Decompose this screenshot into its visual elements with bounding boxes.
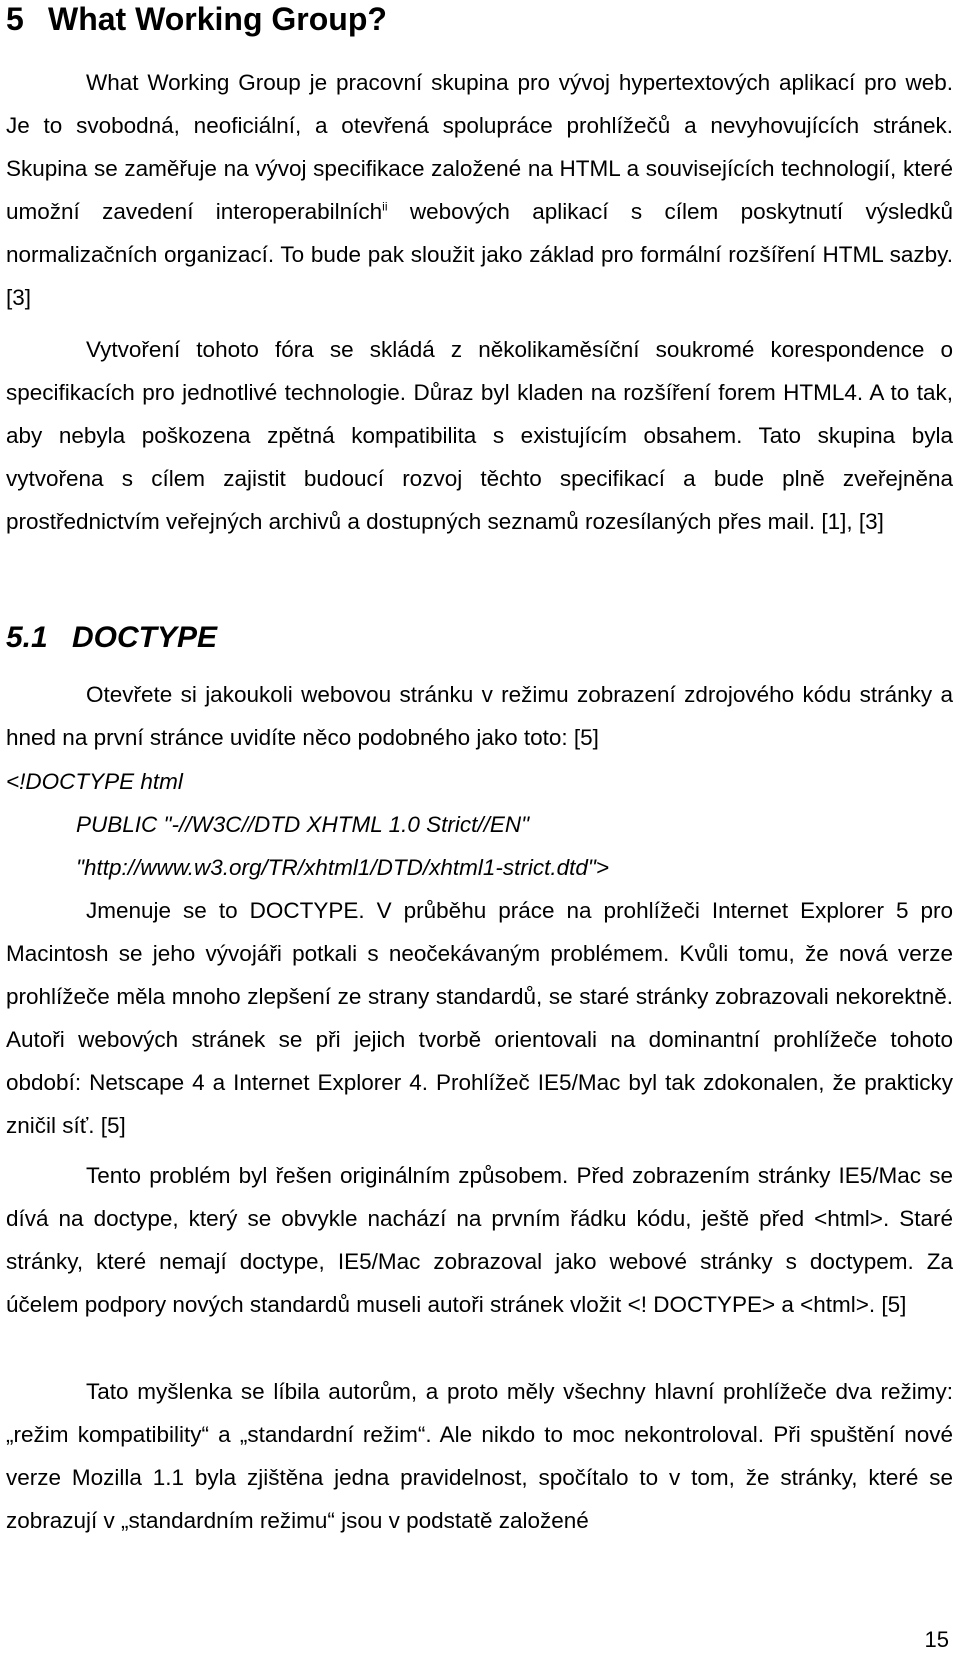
subsection-title: DOCTYPE [72, 621, 218, 654]
paragraph-doctype-history: Jmenuje se to DOCTYPE. V průběhu práce na prohlížeči Internet Explorer 5 pro Macintosh se jeho vývojáři potkali s neočekávaným problémem. Kvůli tomu, že nová verze prohlížeče měla mnoho zlepšení ze strany standardů, se staré stránky zobrazovali nekorektně. Autoři webových stránek se při jejich tvorbě orientovali na dominantní prohlížeče tohoto období: Netscape 4 a Internet Explorer 4. Prohlížeč IE5/Mac byl tak zdokonalen, že prakticky zničil síť. [5] [6, 898, 953, 1138]
subsection-heading [6, 620, 217, 656]
paragraph-intro-text: What Working Group je pracovní skupina pro vývoj hypertextových aplikací pro web. Je to svobodná, neoficiální, a otevřená spolupráce prohlížečů a nevyhovujících stránek. Skupina se zaměřuje na vývoj specifikace založené na HTML a souvisejících technologií, které umožní zavedení interoperabilních [6, 70, 953, 224]
paragraph-intro-text-continued: webových aplikací s cílem poskytnutí výsledků normalizačních organizací. To bude pak sloužit jako základ pro formální rozšíření HTML sazby. [3] [6, 199, 954, 310]
code-line: "http://www.w3.org/TR/xhtml1/DTD/xhtml1-strict.dtd"> [76, 855, 609, 880]
footnote-reference[interactable]: ii [382, 199, 388, 214]
code-line: <!DOCTYPE html [6, 769, 183, 794]
paragraph-forum: Vytvoření tohoto fóra se skládá z několikaměsíční soukromé korespondence o specifikacích pro jednotlivé technologie. Důraz byl kladen na rozšíření forem HTML4. A to tak, aby nebyla poškozena zpětná kompatibilita s existujícím obsahem. Tato skupina byla vytvořena s cílem zajistit budoucí rozvoj těchto specifikací a bude plně zveřejněna prostřednictvím veřejných archivů a dostupných seznamů rozesílaných přes mail. [1], [3] [6, 337, 953, 534]
section-heading [6, 1, 387, 37]
document-page [6, 0, 953, 1667]
subsection-number: 5.1 [6, 621, 48, 654]
paragraph-doctype-modes: Tato myšlenka se líbila autorům, a proto měly všechny hlavní prohlížeče dva režimy: „režim kompatibility“ a „standardní režim“. Ale nikdo to moc nekontroloval. Při spuštění nové verze Mozilla 1.1 byla zjištěna jedna pravidelnost, spočítalo to v tom, že stránky, které se zobrazují v „standardním režimu“ jsou v podstatě založené [6, 1379, 953, 1533]
paragraph-doctype-intro: Otevřete si jakoukoli webovou stránku v režimu zobrazení zdrojového kódu stránky a hned na první stránce uvidíte něco podobného jako toto: [5] [6, 682, 953, 750]
page-number: 15 [924, 1627, 949, 1652]
section-title: What Working Group? [48, 1, 387, 37]
paragraph-doctype-solution: Tento problém byl řešen originálním způsobem. Před zobrazením stránky IE5/Mac se dívá na doctype, který se obvykle nachází na prvním řádku kódu, ještě před <html>. Staré stránky, které nemají doctype, IE5/Mac zobrazoval jako webové stránky s doctypem. Za účelem podpory nových standardů museli autoři stránek vložit <! DOCTYPE> a <html>. [5] [6, 1163, 953, 1317]
code-line: PUBLIC "-//W3C//DTD XHTML 1.0 Strict//EN" [76, 812, 530, 837]
paragraph-intro [6, 61, 953, 319]
section-number: 5 [6, 1, 24, 37]
